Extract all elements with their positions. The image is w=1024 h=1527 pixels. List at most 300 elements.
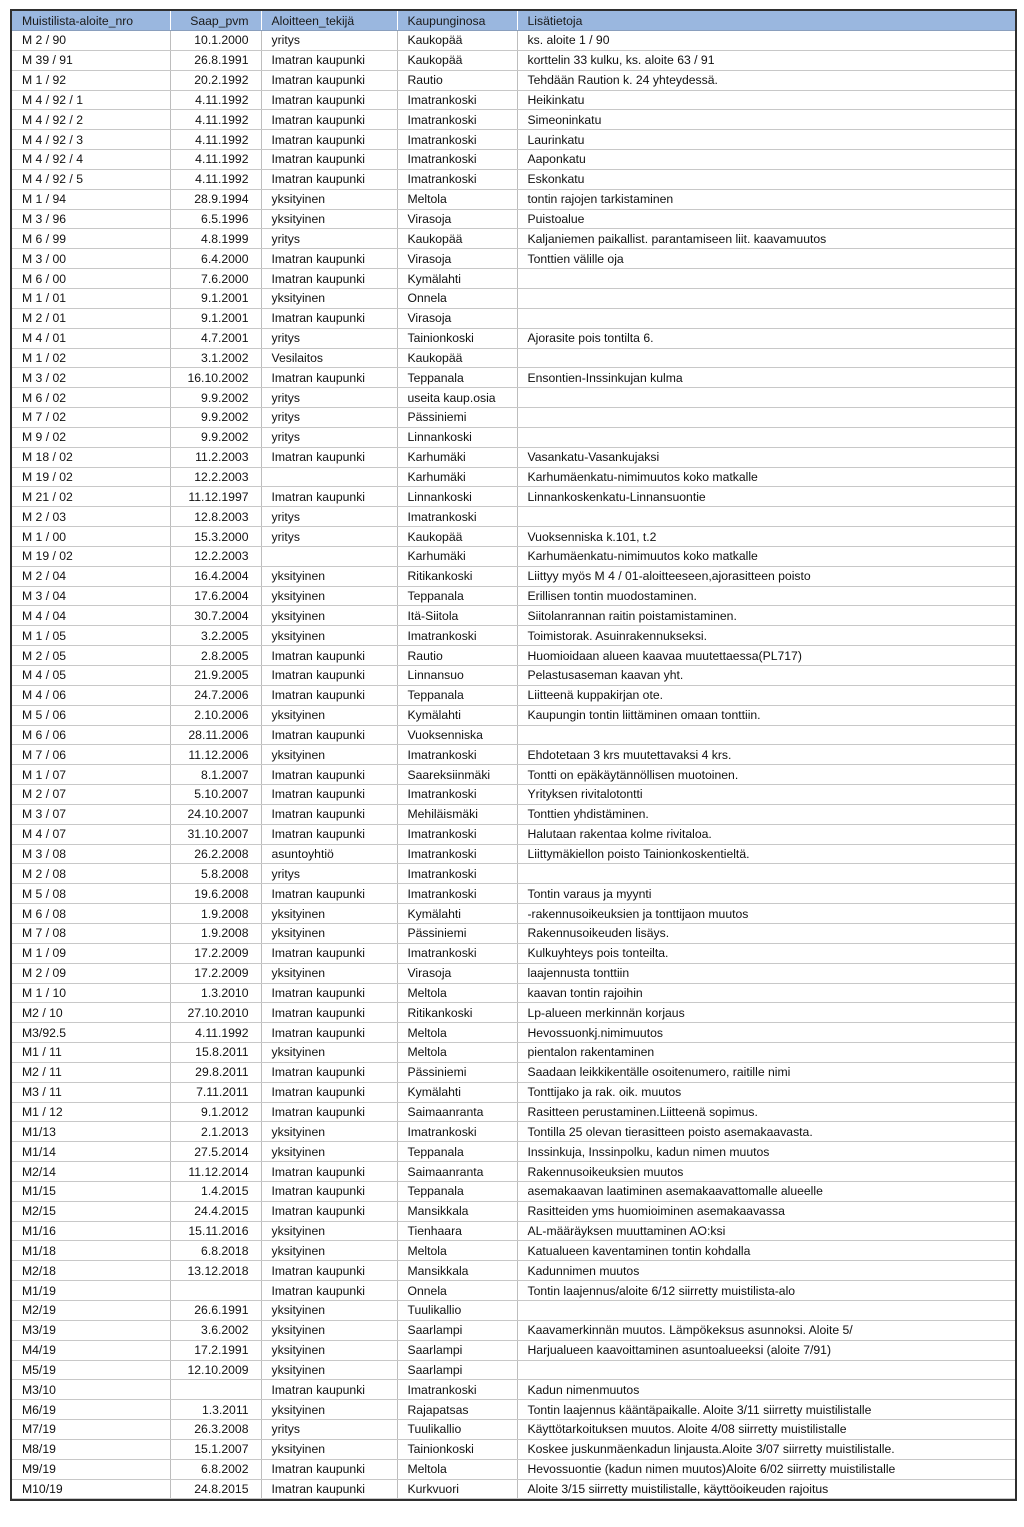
cell-district: Teppanala [397,586,517,606]
table-row [12,606,1015,626]
table-row [12,983,1015,1003]
table-row [12,507,1015,527]
cell-additional-info [517,427,1015,447]
cell-initiator: Imatran kaupunki [261,646,397,666]
cell-district: Rautio [397,646,517,666]
table-row [12,1340,1015,1360]
cell-district: Karhumäki [397,447,517,467]
cell-additional-info: Harjualueen kaavoittaminen asuntoalueeksi (aloite 7/91) [517,1340,1015,1360]
cell-district: Kaukopää [397,50,517,70]
table-row [12,1181,1015,1201]
cell-district: Kymälahti [397,705,517,725]
cell-arrival-date: 4.8.1999 [170,229,261,249]
cell-arrival-date: 4.11.1992 [170,1023,261,1043]
cell-initiative-number: M 1 / 09 [12,943,170,963]
cell-district: Linnankoski [397,487,517,507]
cell-initiative-number: M7/19 [12,1420,170,1440]
cell-initiative-number: M1/15 [12,1181,170,1201]
cell-additional-info: Kadun nimenmuutos [517,1380,1015,1400]
cell-additional-info: Hevossuontie (kadun nimen muutos)Aloite 6/02 siirretty muistilistalle [517,1459,1015,1479]
cell-initiative-number: M 4 / 05 [12,666,170,686]
table-row [12,904,1015,924]
cell-additional-info: laajennusta tonttiin [517,963,1015,983]
cell-arrival-date: 15.11.2016 [170,1221,261,1241]
table-row [12,90,1015,110]
cell-initiator: yritys [261,388,397,408]
cell-district: Imatrankoski [397,844,517,864]
table-row [12,864,1015,884]
cell-additional-info [517,348,1015,368]
cell-initiator: yritys [261,229,397,249]
cell-initiative-number: M 4 / 92 / 2 [12,110,170,130]
cell-arrival-date: 9.1.2001 [170,288,261,308]
cell-initiator: yritys [261,427,397,447]
cell-additional-info: Pelastusaseman kaavan yht. [517,666,1015,686]
cell-arrival-date [170,1281,261,1301]
cell-initiative-number: M 5 / 08 [12,884,170,904]
cell-district: Mehiläismäki [397,804,517,824]
cell-initiative-number: M 9 / 02 [12,427,170,447]
cell-additional-info: Liitteenä kuppakirjan ote. [517,685,1015,705]
cell-initiator: Imatran kaupunki [261,765,397,785]
cell-arrival-date: 4.11.1992 [170,110,261,130]
cell-additional-info: Karhumäenkatu-nimimuutos koko matkalle [517,546,1015,566]
cell-arrival-date: 2.8.2005 [170,646,261,666]
table-row [12,1082,1015,1102]
cell-initiator: yritys [261,328,397,348]
cell-additional-info: Lp-alueen merkinnän korjaus [517,1003,1015,1023]
cell-initiative-number: M2 / 10 [12,1003,170,1023]
cell-district: Karhumäki [397,467,517,487]
cell-initiative-number: M1/14 [12,1142,170,1162]
cell-arrival-date: 1.3.2011 [170,1400,261,1420]
cell-initiator: Imatran kaupunki [261,666,397,686]
cell-additional-info: Inssinkuja, Inssinpolku, kadun nimen muutos [517,1142,1015,1162]
cell-additional-info [517,725,1015,745]
cell-initiative-number: M 1 / 10 [12,983,170,1003]
cell-district: Virasoja [397,209,517,229]
cell-initiator: Vesilaitos [261,348,397,368]
cell-initiative-number: M 2 / 03 [12,507,170,527]
cell-district: Pässiniemi [397,408,517,428]
cell-initiator: Imatran kaupunki [261,725,397,745]
cell-arrival-date: 6.5.1996 [170,209,261,229]
cell-initiative-number: M 19 / 02 [12,467,170,487]
cell-arrival-date: 13.12.2018 [170,1261,261,1281]
cell-initiator: yritys [261,408,397,428]
cell-initiator: Imatran kaupunki [261,269,397,289]
table-row [12,70,1015,90]
table-row [12,288,1015,308]
cell-initiator: Imatran kaupunki [261,90,397,110]
table-row [12,1241,1015,1261]
cell-district: Imatrankoski [397,745,517,765]
cell-initiator: Imatran kaupunki [261,368,397,388]
table-body [12,31,1015,1499]
cell-additional-info: Vuoksenniska k.101, t.2 [517,527,1015,547]
cell-initiative-number: M 1 / 02 [12,348,170,368]
spreadsheet-table-container [10,9,1017,1501]
cell-initiative-number: M3/19 [12,1320,170,1340]
cell-district: Saarlampi [397,1340,517,1360]
cell-initiative-number: M 3 / 02 [12,368,170,388]
cell-initiator: Imatran kaupunki [261,1380,397,1400]
cell-additional-info: Kadunnimen muutos [517,1261,1015,1281]
cell-initiator: yksityinen [261,1122,397,1142]
cell-arrival-date: 7.11.2011 [170,1082,261,1102]
cell-district: Teppanala [397,685,517,705]
cell-additional-info: Ensontien-Inssinkujan kulma [517,368,1015,388]
table-row [12,546,1015,566]
table-row [12,1201,1015,1221]
cell-arrival-date: 5.10.2007 [170,785,261,805]
cell-additional-info: asemakaavan laatiminen asemakaavattomalle alueelle [517,1181,1015,1201]
table-row [12,646,1015,666]
cell-additional-info [517,1360,1015,1380]
cell-additional-info: Laurinkatu [517,130,1015,150]
cell-additional-info: Kaavamerkinnän muutos. Lämpökeksus asunnoksi. Aloite 5/ [517,1320,1015,1340]
cell-additional-info: korttelin 33 kulku, ks. aloite 63 / 91 [517,50,1015,70]
table-row [12,844,1015,864]
cell-additional-info: Tontin laajennus/aloite 6/12 siirretty muistilista-alo [517,1281,1015,1301]
cell-additional-info: Hevossuonkj.nimimuutos [517,1023,1015,1043]
cell-arrival-date: 29.8.2011 [170,1062,261,1082]
cell-initiator: Imatran kaupunki [261,983,397,1003]
cell-district: Tainionkoski [397,1439,517,1459]
cell-additional-info [517,507,1015,527]
table-row [12,308,1015,328]
table-row [12,1301,1015,1321]
cell-additional-info: Yrityksen rivitalotontti [517,785,1015,805]
cell-arrival-date: 12.2.2003 [170,467,261,487]
table-row [12,705,1015,725]
cell-arrival-date: 8.1.2007 [170,765,261,785]
cell-additional-info [517,388,1015,408]
cell-arrival-date: 17.6.2004 [170,586,261,606]
cell-initiative-number: M1 / 12 [12,1102,170,1122]
cell-initiative-number: M1/16 [12,1221,170,1241]
cell-arrival-date: 1.9.2008 [170,904,261,924]
cell-additional-info: Rasitteen perustaminen.Liitteenä sopimus. [517,1102,1015,1122]
cell-arrival-date: 24.4.2015 [170,1201,261,1221]
cell-arrival-date: 1.9.2008 [170,923,261,943]
cell-initiator: Imatran kaupunki [261,169,397,189]
cell-district: Mansikkala [397,1201,517,1221]
cell-initiative-number: M 2 / 08 [12,864,170,884]
cell-additional-info: Kulkuyhteys pois tonteilta. [517,943,1015,963]
cell-initiator [261,546,397,566]
table-row [12,1003,1015,1023]
cell-initiative-number: M3/92.5 [12,1023,170,1043]
cell-arrival-date: 9.1.2001 [170,308,261,328]
cell-district: Imatrankoski [397,824,517,844]
cell-initiator: Imatran kaupunki [261,824,397,844]
cell-initiative-number: M 1 / 07 [12,765,170,785]
cell-district: Imatrankoski [397,130,517,150]
table-row [12,685,1015,705]
cell-initiative-number: M2/15 [12,1201,170,1221]
cell-arrival-date: 15.1.2007 [170,1439,261,1459]
cell-additional-info: Tehdään Raution k. 24 yhteydessä. [517,70,1015,90]
cell-additional-info [517,408,1015,428]
cell-initiative-number: M 7 / 02 [12,408,170,428]
cell-district: Pässiniemi [397,1062,517,1082]
cell-initiative-number: M 3 / 08 [12,844,170,864]
cell-district: Tuulikallio [397,1420,517,1440]
cell-additional-info: Tontilla 25 olevan tierasitteen poisto asemakaavasta. [517,1122,1015,1142]
cell-arrival-date: 16.4.2004 [170,566,261,586]
cell-initiator: yksityinen [261,1241,397,1261]
cell-initiator: Imatran kaupunki [261,1479,397,1499]
cell-initiative-number: M 18 / 02 [12,447,170,467]
cell-arrival-date: 6.4.2000 [170,249,261,269]
cell-district: Kaukopää [397,527,517,547]
cell-additional-info [517,269,1015,289]
cell-additional-info [517,288,1015,308]
cell-district: Kaukopää [397,31,517,51]
cell-additional-info: Tonttien välille oja [517,249,1015,269]
cell-arrival-date: 17.2.1991 [170,1340,261,1360]
header-initiative-number: Muistilista-aloite_nro [12,11,170,31]
table-row [12,1062,1015,1082]
cell-initiator: yksityinen [261,1439,397,1459]
cell-initiative-number: M 1 / 92 [12,70,170,90]
cell-district: Mansikkala [397,1261,517,1281]
cell-district: Onnela [397,288,517,308]
cell-arrival-date: 28.9.1994 [170,189,261,209]
table-row [12,1122,1015,1142]
cell-arrival-date: 10.1.2000 [170,31,261,51]
cell-initiative-number: M 3 / 07 [12,804,170,824]
cell-initiative-number: M5/19 [12,1360,170,1380]
cell-arrival-date: 11.12.2006 [170,745,261,765]
cell-arrival-date: 16.10.2002 [170,368,261,388]
cell-additional-info: Huomioidaan alueen kaavaa muutettaessa(PL717) [517,646,1015,666]
cell-arrival-date: 12.8.2003 [170,507,261,527]
table-row [12,963,1015,983]
cell-arrival-date: 9.9.2002 [170,408,261,428]
cell-district: Imatrankoski [397,169,517,189]
table-row [12,1400,1015,1420]
cell-additional-info: Tontin laajennus kääntäpaikalle. Aloite 3/11 siirretty muistilistalle [517,1400,1015,1420]
cell-arrival-date: 24.8.2015 [170,1479,261,1499]
cell-district: Saimaanranta [397,1102,517,1122]
cell-initiator [261,467,397,487]
cell-district: Rajapatsas [397,1400,517,1420]
cell-arrival-date: 9.9.2002 [170,427,261,447]
cell-district: Teppanala [397,1181,517,1201]
cell-initiator: yksityinen [261,586,397,606]
cell-initiative-number: M 2 / 04 [12,566,170,586]
table-row [12,110,1015,130]
cell-district: Meltola [397,983,517,1003]
table-row [12,1043,1015,1063]
cell-arrival-date: 27.5.2014 [170,1142,261,1162]
table-row [12,884,1015,904]
cell-additional-info: Käyttötarkoituksen muutos. Aloite 4/08 siirretty muistilistalle [517,1420,1015,1440]
cell-additional-info [517,308,1015,328]
cell-initiative-number: M2 / 11 [12,1062,170,1082]
cell-arrival-date: 21.9.2005 [170,666,261,686]
cell-district: Imatrankoski [397,1380,517,1400]
cell-initiator: yritys [261,507,397,527]
cell-initiative-number: M 2 / 09 [12,963,170,983]
cell-arrival-date: 26.2.2008 [170,844,261,864]
cell-initiative-number: M10/19 [12,1479,170,1499]
cell-district: Meltola [397,1023,517,1043]
cell-initiative-number: M 1 / 00 [12,527,170,547]
cell-initiative-number: M 21 / 02 [12,487,170,507]
table-row [12,269,1015,289]
cell-additional-info: Liittyy myös M 4 / 01-aloitteeseen,ajorasitteen poisto [517,566,1015,586]
header-arrival-date: Saap_pvm [170,11,261,31]
cell-initiative-number: M2/14 [12,1162,170,1182]
cell-initiative-number: M6/19 [12,1400,170,1420]
table-row [12,1162,1015,1182]
table-row [12,1261,1015,1281]
cell-initiator: yritys [261,864,397,884]
cell-district: Saimaanranta [397,1162,517,1182]
cell-district: Kymälahti [397,269,517,289]
cell-initiator: yksityinen [261,1221,397,1241]
table-row [12,1479,1015,1499]
cell-district: Imatrankoski [397,507,517,527]
cell-initiator: Imatran kaupunki [261,447,397,467]
cell-initiator: yksityinen [261,1301,397,1321]
cell-additional-info: Tontin varaus ja myynti [517,884,1015,904]
cell-arrival-date: 30.7.2004 [170,606,261,626]
cell-additional-info: Katualueen kaventaminen tontin kohdalla [517,1241,1015,1261]
cell-initiative-number: M 19 / 02 [12,546,170,566]
cell-additional-info: Tonttijako ja rak. oik. muutos [517,1082,1015,1102]
cell-initiator: Imatran kaupunki [261,487,397,507]
cell-district: Rautio [397,70,517,90]
cell-additional-info: Simeoninkatu [517,110,1015,130]
cell-district: Imatrankoski [397,90,517,110]
cell-district: Tuulikallio [397,1301,517,1321]
cell-additional-info: Vasankatu-Vasankujaksi [517,447,1015,467]
cell-arrival-date: 5.8.2008 [170,864,261,884]
cell-arrival-date: 4.11.1992 [170,130,261,150]
cell-additional-info: Halutaan rakentaa kolme rivitaloa. [517,824,1015,844]
cell-arrival-date: 4.11.1992 [170,169,261,189]
cell-additional-info: Kaupungin tontin liittäminen omaan tonttiin. [517,705,1015,725]
table-row [12,229,1015,249]
cell-initiator: Imatran kaupunki [261,150,397,170]
cell-initiative-number: M 4 / 06 [12,685,170,705]
cell-arrival-date: 7.6.2000 [170,269,261,289]
table-row [12,626,1015,646]
cell-arrival-date: 3.2.2005 [170,626,261,646]
cell-arrival-date [170,1380,261,1400]
table-row [12,1102,1015,1122]
header-district: Kaupunginosa [397,11,517,31]
table-row [12,487,1015,507]
cell-initiator: Imatran kaupunki [261,1201,397,1221]
cell-initiative-number: M 6 / 99 [12,229,170,249]
cell-arrival-date: 6.8.2018 [170,1241,261,1261]
cell-initiator: Imatran kaupunki [261,1023,397,1043]
cell-district: Onnela [397,1281,517,1301]
cell-initiator: yritys [261,1420,397,1440]
cell-district: Virasoja [397,963,517,983]
cell-additional-info: kaavan tontin rajoihin [517,983,1015,1003]
cell-arrival-date: 17.2.2009 [170,963,261,983]
cell-initiative-number: M 1 / 01 [12,288,170,308]
cell-additional-info: Rakennusoikeuden lisäys. [517,923,1015,943]
cell-additional-info [517,864,1015,884]
cell-additional-info: Karhumäenkatu-nimimuutos koko matkalle [517,467,1015,487]
table-row [12,467,1015,487]
cell-district: Imatrankoski [397,884,517,904]
cell-district: Saarlampi [397,1360,517,1380]
table-row [12,447,1015,467]
table-row [12,1420,1015,1440]
cell-initiator: yksityinen [261,566,397,586]
cell-district: Ritikankoski [397,1003,517,1023]
cell-arrival-date: 31.10.2007 [170,824,261,844]
cell-initiator: Imatran kaupunki [261,804,397,824]
cell-initiator: Imatran kaupunki [261,1003,397,1023]
cell-initiative-number: M 3 / 00 [12,249,170,269]
cell-initiative-number: M 6 / 08 [12,904,170,924]
cell-district: Teppanala [397,1142,517,1162]
cell-additional-info: Kaljaniemen paikallist. parantamiseen liit. kaavamuutos [517,229,1015,249]
cell-arrival-date: 9.1.2012 [170,1102,261,1122]
cell-arrival-date: 12.10.2009 [170,1360,261,1380]
cell-initiator: Imatran kaupunki [261,685,397,705]
table-row [12,666,1015,686]
cell-initiative-number: M 2 / 07 [12,785,170,805]
cell-arrival-date: 28.11.2006 [170,725,261,745]
initiatives-table [12,11,1015,1499]
cell-arrival-date: 2.1.2013 [170,1122,261,1142]
cell-additional-info: Toimistorak. Asuinrakennukseksi. [517,626,1015,646]
cell-additional-info: Tontti on epäkäytännöllisen muotoinen. [517,765,1015,785]
cell-district: Virasoja [397,308,517,328]
cell-initiative-number: M4/19 [12,1340,170,1360]
cell-arrival-date: 19.6.2008 [170,884,261,904]
cell-arrival-date: 24.10.2007 [170,804,261,824]
cell-initiator: Imatran kaupunki [261,884,397,904]
cell-district: Imatrankoski [397,864,517,884]
cell-initiator: yksityinen [261,745,397,765]
cell-district: Virasoja [397,249,517,269]
cell-arrival-date: 4.7.2001 [170,328,261,348]
cell-district: Tainionkoski [397,328,517,348]
table-row [12,1023,1015,1043]
cell-district: Tienhaara [397,1221,517,1241]
cell-initiator: Imatran kaupunki [261,943,397,963]
cell-district: Kymälahti [397,1082,517,1102]
cell-arrival-date: 1.3.2010 [170,983,261,1003]
cell-arrival-date: 6.8.2002 [170,1459,261,1479]
table-row [12,765,1015,785]
cell-arrival-date: 15.8.2011 [170,1043,261,1063]
cell-initiator: yksityinen [261,1043,397,1063]
cell-initiative-number: M1 / 11 [12,1043,170,1063]
cell-additional-info: Heikinkatu [517,90,1015,110]
cell-initiative-number: M 4 / 92 / 5 [12,169,170,189]
table-row [12,804,1015,824]
cell-initiative-number: M 4 / 01 [12,328,170,348]
cell-initiative-number: M 3 / 04 [12,586,170,606]
cell-arrival-date: 2.10.2006 [170,705,261,725]
cell-additional-info: Rasitteiden yms huomioiminen asemakaavassa [517,1201,1015,1221]
cell-initiator: yritys [261,31,397,51]
table-row [12,249,1015,269]
table-row [12,50,1015,70]
